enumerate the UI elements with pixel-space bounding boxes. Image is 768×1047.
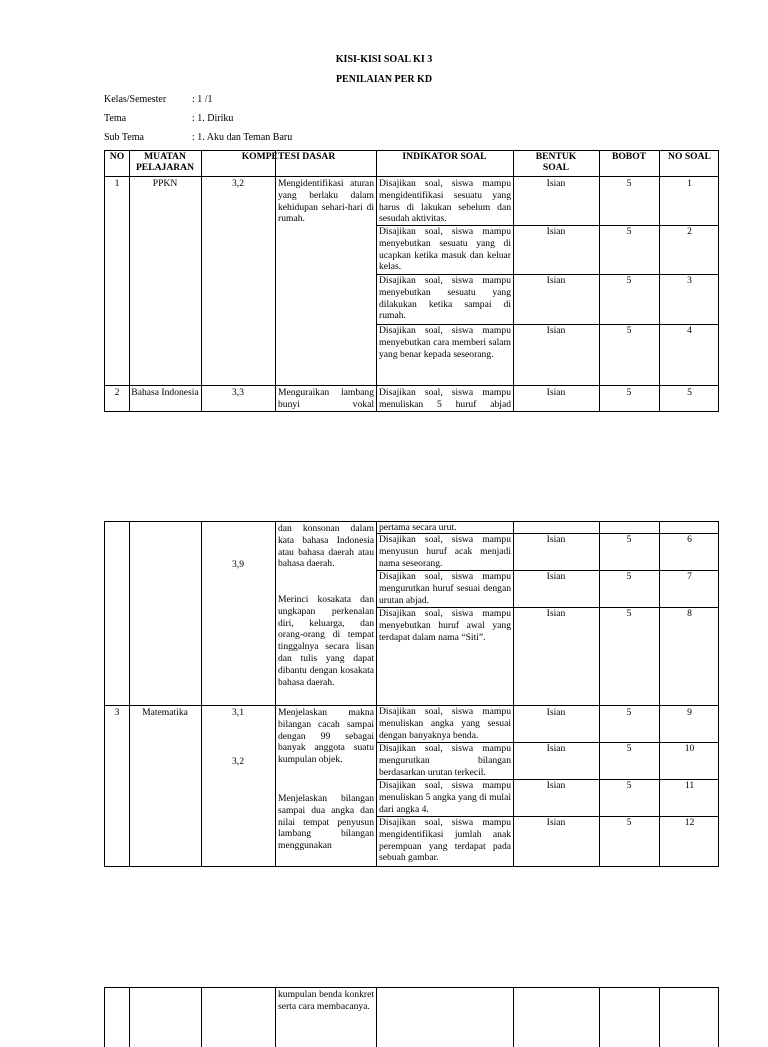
document-subtitle: PENILAIAN PER KD [335,74,433,85]
col-header-nosoal: NO SOAL [668,151,711,162]
row1-bentuk-1: Isian [546,178,566,189]
p2-bobot-6: 5 [626,534,632,545]
kd2-number: 3,9 [232,559,244,570]
row1-indikator-3: Disajikan soal, siswa mampu menyebutkan sesuatu yang dilakukan ketika sampai di rumah. [379,275,511,322]
kd2-text: Merinci kosakata dan ungkapan perkenalan diri, keluarga, dan orang-orang di tempat tinggalnya secara lisan dan tulis yang dapat dibantu dengan kosakata bahasa daerah. [278,594,374,688]
info-value-kelas: : 1 /1 [192,94,213,105]
row3-nosoal-10: 10 [684,743,695,754]
row1-nosoal-2: 2 [687,226,692,237]
row3-bobot-9: 5 [626,707,632,718]
p2-indikator-8: Disajikan soal, siswa mampu menyebutkan huruf awal yang terdapat dalam nama “Siti”. [379,608,511,643]
row3-nosoal-11: 11 [684,780,695,791]
row3-nosoal-9: 9 [687,707,692,718]
row2-kd-number: 3,3 [232,387,244,398]
row2-indikator: Disajikan soal, siswa mampu menuliskan 5 huruf abjad [379,387,511,410]
kisi-table-page1 [104,150,719,412]
row3-bentuk-9: Isian [546,707,566,718]
row3-kd-text-2: Menjelaskan bilangan sampai dua angka dan nilai tempat penyusun lambang bilangan menggunakan [278,793,374,852]
p2-bentuk-8: Isian [546,608,566,619]
row1-kd-text: Mengidentifikasi aturan yang berlaku dalam kehidupan sehari-hari di rumah. [278,178,374,225]
row1-indikator-2: Disajikan soal, siswa mampu menyebutkan sesuatu yang di ucapkan ketika masuk dan keluar kelas. [379,226,511,273]
row3-bobot-12: 5 [626,817,632,828]
p2-nosoal-7: 7 [687,571,692,582]
row1-bentuk-3: Isian [546,275,566,286]
p3-cont-kd-text: kumpulan benda konkret serta cara membacanya. [278,989,374,1012]
col-header-bobot: BOBOT [611,151,647,162]
p2-indikator-7: Disajikan soal, siswa mampu mengurutkan huruf sesuai dengan urutan abjad. [379,571,511,606]
row1-muatan: PPKN [152,178,178,189]
row3-muatan: Matematika [142,707,188,718]
p2-bentuk-7: Isian [546,571,566,582]
row1-nosoal-4: 4 [687,325,692,336]
col-header-muatan: MUATAN PELAJARAN [135,151,195,173]
info-value-subtema: : 1. Aku dan Teman Baru [192,132,293,143]
row3-indikator-9: Disajikan soal, siswa mampu menuliskan angka yang sesuai dengan banyaknya benda. [379,706,511,741]
p2-bobot-7: 5 [626,571,632,582]
col-header-kompetensi: KOMPETESI DASAR [241,151,336,162]
p2-bobot-8: 5 [626,608,632,619]
row1-nosoal-3: 3 [687,275,692,286]
row1-no: 1 [114,178,120,189]
info-value-tema: : 1. Diriku [192,113,234,124]
row3-kd-number-2: 3,2 [232,756,244,767]
cont-kd-text: dan konsonan dalam kata bahasa Indonesia atau bahasa daerah atau bahasa daerah. [278,523,374,570]
info-label-subtema: Sub Tema [104,132,144,143]
row3-bobot-10: 5 [626,743,632,754]
info-label-kelas: Kelas/Semester [104,94,167,105]
row1-bobot-3: 5 [626,275,632,286]
row1-bobot-1: 5 [626,178,632,189]
kisi-table-page2 [104,521,719,867]
row1-indikator-4: Disajikan soal, siswa mampu menyebutkan cara memberi salam yang benar kepada seseorang. [379,325,511,360]
col-header-bentuk: BENTUK SOAL [535,151,577,173]
row2-nosoal: 5 [687,387,692,398]
row1-kd-number: 3,2 [232,178,244,189]
p2-bentuk-6: Isian [546,534,566,545]
row3-no: 3 [114,707,120,718]
kisi-table-page3 [104,987,719,1047]
row1-bentuk-2: Isian [546,226,566,237]
row2-kd-text: Menguraikan lambang bunyi vokal [278,387,374,410]
info-label-tema: Tema [104,113,127,124]
row3-bentuk-11: Isian [546,780,566,791]
row2-bentuk: Isian [546,387,566,398]
row2-muatan: Bahasa Indonesia [131,387,199,398]
row3-bobot-11: 5 [626,780,632,791]
row3-indikator-12: Disajikan soal, siswa mampu mengidentifikasi jumlah anak perempuan yang terdapat pada sebuah gambar. [379,817,511,864]
row3-kd-number: 3,1 [232,707,244,718]
row3-indikator-11: Disajikan soal, siswa mampu menuliskan 5 angka yang di mulai dari angka 4. [379,780,511,815]
row3-indikator-10: Disajikan soal, siswa mampu mengurutkan bilangan berdasarkan urutan terkecil. [379,743,511,778]
row1-indikator-1: Disajikan soal, siswa mampu mengidentifikasi sesuatu yang harus di lakukan sebelum dan sesudah aktivitas. [379,178,511,225]
p2-nosoal-8: 8 [687,608,692,619]
document-title: KISI-KISI SOAL KI 3 [335,54,433,65]
row3-kd-text: Menjelaskan makna bilangan cacah sampai dengan 99 sebagai banyak anggota suatu kumpulan objek. [278,707,374,766]
col-header-indikator: INDIKATOR SOAL [402,151,487,162]
row1-bobot-2: 5 [626,226,632,237]
row2-no: 2 [114,387,120,398]
col-header-no: NO [109,151,125,162]
row3-bentuk-10: Isian [546,743,566,754]
p2-indikator-6: Disajikan soal, siswa mampu menyusun huruf acak menjadi nama seseorang. [379,534,511,569]
p2-nosoal-6: 6 [687,534,692,545]
row1-bentuk-4: Isian [546,325,566,336]
row1-bobot-4: 5 [626,325,632,336]
row1-nosoal-1: 1 [687,178,692,189]
cont-indikator: pertama secara urut. [379,522,457,533]
row3-nosoal-12: 12 [684,817,695,828]
row3-bentuk-12: Isian [546,817,566,828]
row2-bobot: 5 [626,387,632,398]
